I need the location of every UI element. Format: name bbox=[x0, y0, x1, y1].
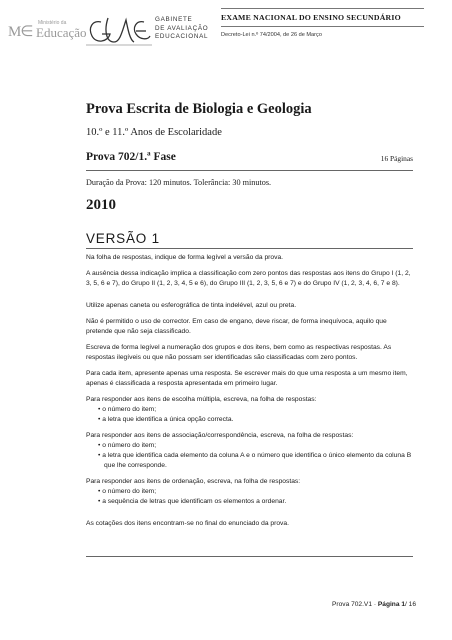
instruction-paragraph: Não é permitido o uso de corrector. Em caso de engano, deve riscar, de forma inequívoca, aquilo que pretende que não seja classificado. bbox=[86, 318, 387, 335]
divider bbox=[86, 248, 413, 249]
divider bbox=[86, 170, 413, 171]
ministerio-label: Ministério da bbox=[38, 20, 67, 26]
footer-separator: · bbox=[372, 601, 378, 608]
gave-line-3: EDUCACIONAL bbox=[155, 33, 209, 41]
exam-version: VERSÃO 1 bbox=[86, 231, 160, 246]
page-footer bbox=[332, 601, 416, 608]
prova-phase: Prova 702/1.ª Fase bbox=[86, 151, 176, 163]
school-years: 10.º e 11.º Anos de Escolaridade bbox=[86, 127, 222, 138]
gave-name bbox=[155, 16, 208, 42]
list-item: • o número do item; bbox=[98, 406, 157, 413]
exam-title: Prova Escrita de Biologia e Geologia bbox=[86, 101, 312, 117]
footer-page-label: Página 1 bbox=[377, 601, 405, 608]
exam-header bbox=[221, 8, 424, 38]
me-monogram-icon: M∈ bbox=[8, 24, 33, 40]
instruction-paragraph: Escreva de forma legível a numeração dos grupos e dos itens, bem como as respectivas respostas. As respostas ilegíveis ou que não possam ser identificadas são classificadas com zero pontos. bbox=[86, 344, 392, 361]
footer-prova: Prova 702.V1 bbox=[332, 601, 372, 608]
footer-total: / 16 bbox=[405, 601, 416, 608]
gave-logo-icon bbox=[86, 14, 152, 46]
instruction-paragraph: Utilize apenas caneta ou esferográfica de tinta indelével, azul ou preta. bbox=[86, 302, 297, 309]
gave-line-1: GABINETE bbox=[155, 16, 193, 23]
decreto-lei: Decreto-Lei n.º 74/2004, de 26 de Março bbox=[221, 32, 322, 38]
multiple-choice-intro: Para responder aos itens de escolha múltipla, escreva, na folha de respostas: bbox=[86, 396, 317, 403]
list-item: • a sequência de letras que identificam os elementos a ordenar. bbox=[98, 498, 287, 505]
association-intro: Para responder aos itens de associação/correspondência, escreva, na folha de respostas: bbox=[86, 432, 354, 439]
exam-national-title: EXAME NACIONAL DO ENSINO SECUNDÁRIO bbox=[221, 13, 401, 22]
header-divider-top bbox=[221, 8, 424, 9]
instruction-paragraph: Para cada item, apresente apenas uma resposta. Se escrever mais do que uma resposta a um mesmo item, apenas é classificada a resposta apresentada em primeiro lugar. bbox=[86, 370, 408, 387]
list-item: • a letra que identifica cada elemento da coluna A e o número que identifica o único elemento da coluna B que lhe corresponde. bbox=[98, 452, 412, 469]
educacao-label: Educação bbox=[36, 25, 87, 40]
list-item: • a letra que identifica a única opção correcta. bbox=[98, 416, 234, 423]
exam-duration: Duração da Prova: 120 minutos. Tolerância: 30 minutos. bbox=[86, 178, 272, 187]
instructions bbox=[86, 253, 412, 529]
instruction-paragraph: A ausência dessa indicação implica a classificação com zero pontos das respostas aos itens do Grupo I (1, 2, 3, 5, 6 e 7), do Grupo II (1, 2, 3, 4, 5 e 6), do Grupo III (1, 2, 3, 5, 6 e 7) e do Grupo IV (1, 2, 3, 4, 6, 7 e 8). bbox=[86, 270, 411, 287]
divider bbox=[86, 556, 413, 557]
list-item: • o número do item; bbox=[98, 488, 157, 495]
gave-line-2: DE AVALIAÇÃO bbox=[155, 24, 209, 32]
header-divider-middle bbox=[221, 26, 424, 27]
page-count: 16 Páginas bbox=[380, 154, 413, 163]
exam-year: 2010 bbox=[86, 197, 116, 213]
cotacoes-note: As cotações dos itens encontram-se no final do enunciado da prova. bbox=[86, 520, 289, 527]
ordering-intro: Para responder aos itens de ordenação, escreva, na folha de respostas: bbox=[86, 478, 301, 485]
list-item: • o número do item; bbox=[98, 442, 157, 449]
instruction-paragraph: Na folha de respostas, indique de forma legível a versão da prova. bbox=[86, 254, 284, 261]
ministerio-educacao-logo bbox=[8, 20, 87, 42]
